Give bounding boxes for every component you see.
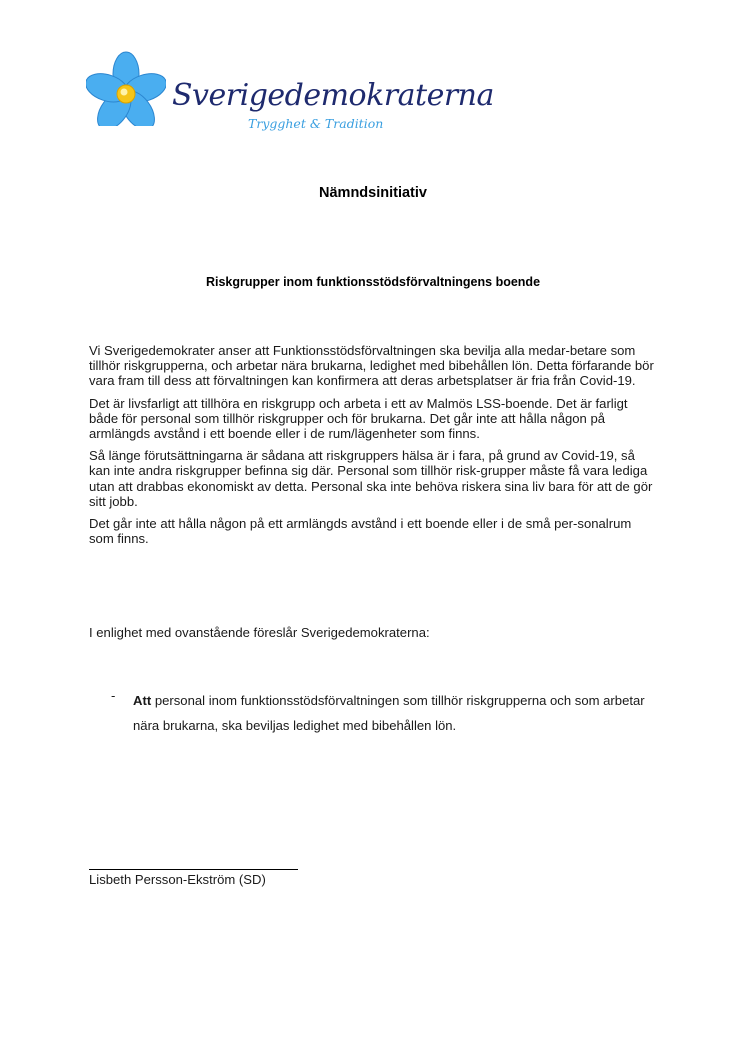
flower-icon — [86, 46, 166, 126]
paragraph: Så länge förutsättningarna är sådana att riskgruppers hälsa är i fara, på grund av Covid-19, så kan inte andra riskgrupper befinna sig där. Personal som tillhör risk-grupper måste få vara lediga utan att drabbas ekonomiskt av detta. Personal ska inte behöva riskera sina liv bara för att de gör sitt jobb. — [89, 448, 653, 509]
document-body — [89, 343, 659, 553]
proposal-text — [133, 688, 663, 738]
document-title: Nämndsinitiativ — [319, 185, 427, 201]
paragraph: Det är livsfarligt att tillhöra en riskgrupp och arbeta i ett av Malmös LSS-boende. Det är farligt både för personal som tillhör riskgrupper och för brukarna. Det går inte att hålla någon på armlängds avstånd i ett boende eller i de rum/lägenheter som finns. — [89, 395, 628, 442]
document-subtitle: Riskgrupper inom funktionsstödsförvaltningens boende — [205, 275, 541, 289]
paragraph: Det går inte att hålla någon på ett armlängds avstånd i ett boende eller i de små per-sonalrum som finns. — [89, 516, 632, 547]
list-dash: - — [111, 688, 116, 703]
logo-tagline: Trygghet & Tradition — [248, 116, 384, 131]
proposal-intro: I enlighet med ovanstående föreslår Sverigedemokraterna: — [89, 625, 430, 640]
party-logo — [86, 46, 494, 150]
logo-name: Sverigedemokraterna — [172, 78, 494, 113]
signature-line — [89, 869, 298, 870]
signature-name: Lisbeth Persson-Ekström (SD) — [89, 872, 266, 887]
proposal-bold-word: Att — [133, 693, 152, 708]
proposal-rest: personal inom funktionsstödsförvaltningen som tillhör riskgrupperna och som arbetar nära brukarna, ska beviljas ledighet med bibehållen lön. — [133, 693, 645, 733]
paragraph: Vi Sverigedemokrater anser att Funktionsstödsförvaltningen ska bevilja alla medar-betare som tillhör riskgrupperna, och arbetar nära brukarna, ledighet med bibehållen lön. Detta förfarande bör vara fram till dess att förvaltningen kan konfirmera att deras arbetsplatser är fria från Covid-19. — [89, 343, 654, 389]
